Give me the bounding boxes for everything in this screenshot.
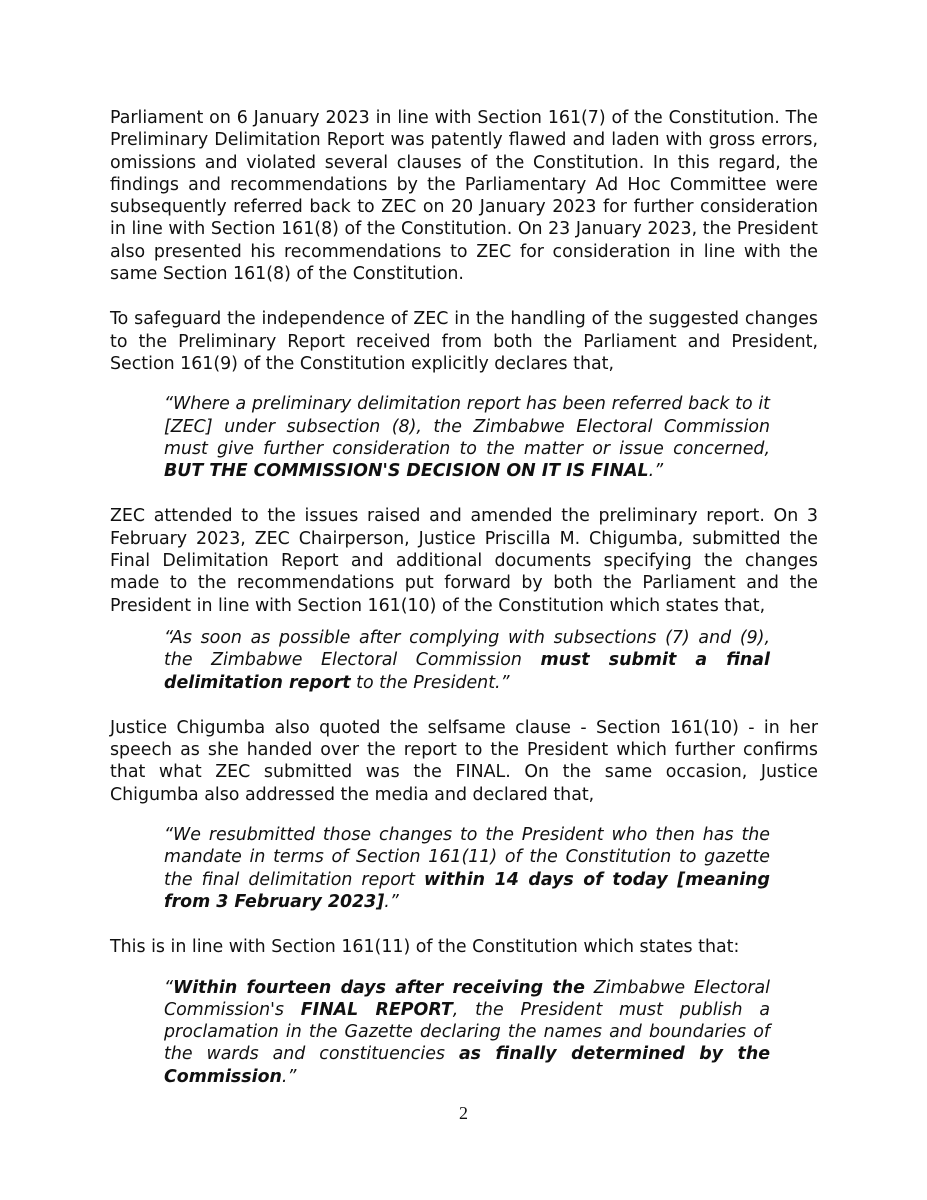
quote-end: .”: [281, 1066, 297, 1087]
quote-emphasis: BUT THE COMMISSION'S DECISION ON IT IS FINAL: [164, 461, 649, 482]
quote-end: .”: [648, 461, 664, 482]
paragraph-safeguard-independence: To safeguard the independence of ZEC in the handling of the suggested changes to the Preliminary Report received from both the Parliament and President, Section 161(9) of the Constitution explicitly declares that,: [110, 309, 818, 374]
paragraph-parliament-referral: Parliament on 6 January 2023 in line with Section 161(7) of the Constitution. The Preliminary Delimitation Report was patently flawed and laden with gross errors, omissions and violated several clauses of the Constitution. In this regard, the findings and recommendations by the Parliamentary Ad Hoc Committee were subsequently referred back to ZEC on 20 January 2023 for further consideration in line with Section 161(8) of the Constitution. On 23 January 2023, the President also presented his recommendations to ZEC for consideration in line with the same Section 161(8) of the Constitution.: [110, 108, 818, 285]
quote-text-1: Zimbabwe Electoral Commission's: [164, 977, 771, 1020]
quote-text: “We resubmitted those changes to the President who then has the mandate in terms of Section 161(11) of the Constitution to gazette the final delimitation report: [164, 825, 770, 890]
quote-text: “As soon as possible after complying with subsections (7) and (9), the Zimbabwe Electoral Commission: [164, 627, 770, 671]
quote-chigumba-media: [164, 824, 770, 913]
quote-section-161-11: “Within fourteen days after receiving the Zimbabwe Electoral Commission's FINAL REPORT, the President must publish a proclamation in the Gazette declaring the names and boundaries of the wards and constituencies as finally determined by the Commission.”: [164, 977, 771, 1087]
quote-emphasis-2: FINAL REPORT: [300, 999, 453, 1020]
paragraph-section-161-11: This is in line with Section 161(11) of the Constitution which states that:: [110, 937, 740, 958]
quote-end: to the President.”: [350, 672, 510, 693]
paragraph-zec-final-report: ZEC attended to the issues raised and amended the preliminary report. On 3 February 2023, ZEC Chairperson, Justice Priscilla M. Chigumba, submitted the Final Delimitation Report and additional documents specifying the changes made to the recommendations put forward by both the Parliament and the President in line with Section 161(10) of the Constitution which states that,: [110, 506, 818, 616]
quote-text: “Where a preliminary delimitation report has been referred back to it [ZEC] under subsection (8), the Zimbabwe Electoral Commission must give further consideration to the matter or issue concerned,: [164, 394, 770, 459]
quote-end: .”: [384, 891, 399, 912]
quote-emphasis-3: as finally determined by the Commission: [164, 1044, 770, 1087]
quote-section-161-10: [164, 627, 770, 694]
quote-emphasis: must submit a final delimitation report: [164, 650, 770, 693]
quote-emphasis: within 14 days of today [meaning from 3 February 2023]: [164, 869, 770, 912]
page-body: [110, 107, 818, 1088]
paragraph-chigumba-speech: Justice Chigumba also quoted the selfsame clause - Section 161(10) - in her speech as she handed over the report to the President which further confirms that what ZEC submitted was the FINAL. On the same occasion, Justice Chigumba also addressed the media and declared that,: [110, 717, 818, 805]
page-number: 2: [459, 1103, 468, 1123]
quote-emphasis-1: Within fourteen days after receiving the: [173, 977, 585, 998]
quote-text-2: , the President must publish a proclamation in the Gazette declaring the names and boundaries of the wards and constituencies: [164, 999, 770, 1065]
quote-section-161-9: [164, 393, 770, 482]
